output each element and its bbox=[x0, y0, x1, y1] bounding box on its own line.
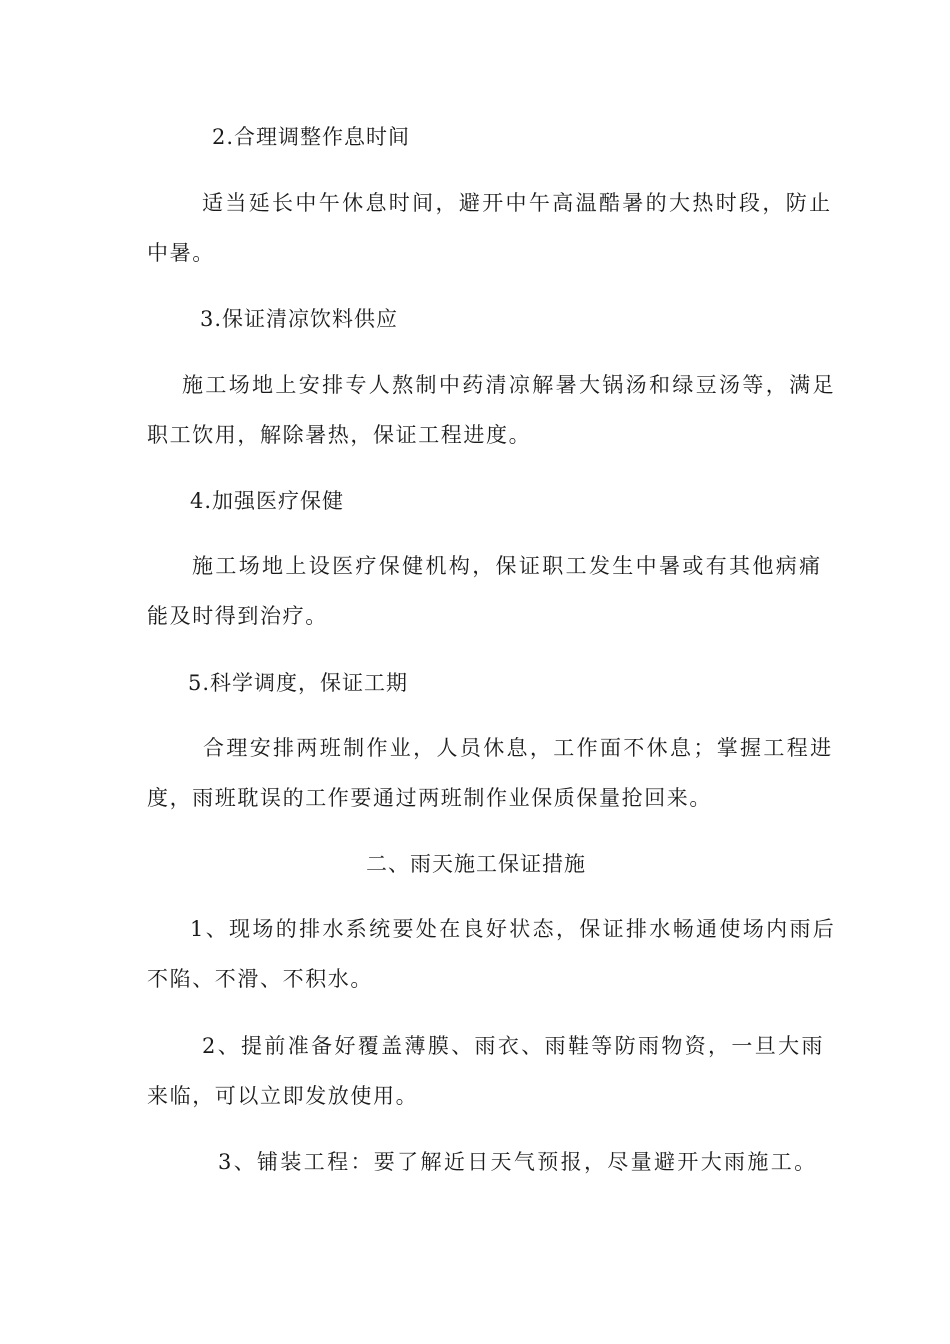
section-heading-rainy-construction: 二、雨天施工保证措施 bbox=[366, 852, 586, 876]
paragraph-line: 不陷、不滑、不积水。 bbox=[147, 967, 373, 991]
paragraph-line: 1、现场的排水系统要处在良好状态，保证排水畅通使场内雨后 bbox=[190, 917, 837, 941]
paragraph-line: 2、提前准备好覆盖薄膜、雨衣、雨鞋等防雨物资，一旦大雨 bbox=[202, 1034, 825, 1058]
paragraph-line: 3、铺装工程：要了解近日天气预报，尽量避开大雨施工。 bbox=[218, 1150, 818, 1174]
paragraph-line: 施工场地上安排专人熬制中药清凉解暑大锅汤和绿豆汤等，满足 bbox=[182, 373, 836, 397]
subheading-cool-drinks: 3.保证清凉饮料供应 bbox=[200, 307, 399, 331]
paragraph-line: 度，雨班耽误的工作要通过两班制作业保质保量抢回来。 bbox=[147, 786, 712, 810]
paragraph-line: 合理安排两班制作业，人员休息，工作面不休息；掌握工程进 bbox=[203, 736, 834, 760]
paragraph-line: 适当延长中午休息时间，避开中午高温酷暑的大热时段，防止 bbox=[202, 191, 833, 215]
paragraph-line: 职工饮用，解除暑热，保证工程进度。 bbox=[147, 423, 532, 447]
paragraph-line: 能及时得到治疗。 bbox=[147, 604, 328, 628]
subheading-scheduling: 5.科学调度，保证工期 bbox=[188, 671, 409, 695]
subheading-medical-care: 4.加强医疗保健 bbox=[190, 489, 345, 513]
paragraph-line: 来临，可以立即发放使用。 bbox=[147, 1084, 419, 1108]
subheading-adjust-schedule: 2.合理调整作息时间 bbox=[212, 125, 411, 149]
paragraph-line: 中暑。 bbox=[147, 241, 215, 265]
paragraph-line: 施工场地上设医疗保健机构，保证职工发生中暑或有其他病痛 bbox=[192, 554, 823, 578]
